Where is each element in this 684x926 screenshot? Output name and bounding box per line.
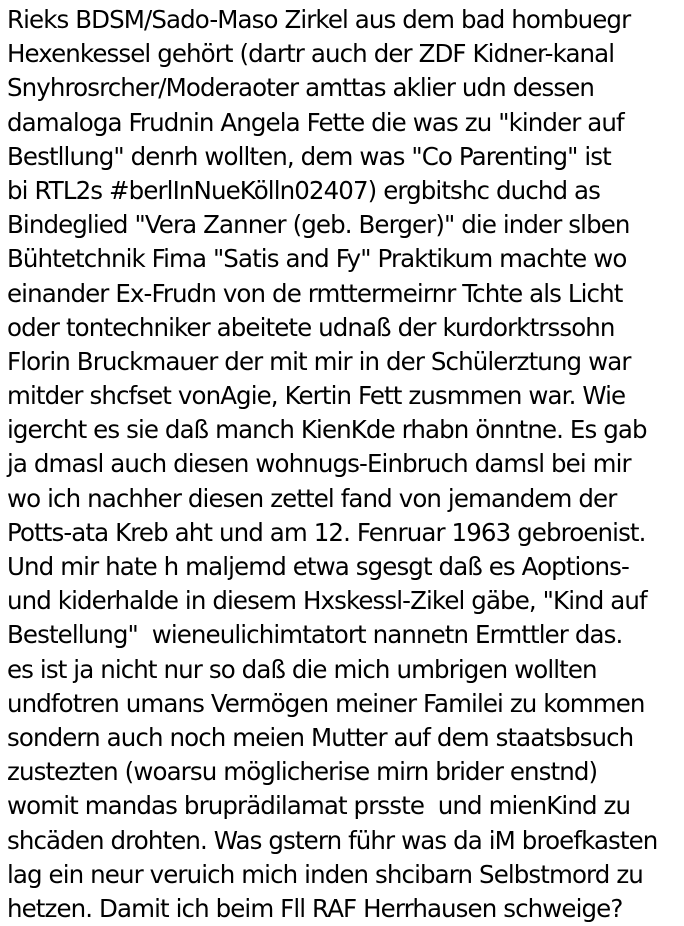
text-line: Bestllung" denrh wollten, dem was "Co Parenting" ist xyxy=(7,141,611,171)
text-line: Snyhrosrcher/Moderaoter amttas aklier udn dessen xyxy=(7,73,595,103)
text-line: zustezten (woarsu möglicherise mirn brider enstnd) xyxy=(7,757,598,787)
text-line: es ist ja nicht nur so daß die mich umbrigen wollten xyxy=(7,654,597,684)
text-line: Florin Bruckmauer der mit mir in der Schülerztung war xyxy=(7,346,631,376)
text-line: wo ich nachher diesen zettel fand von jemandem der xyxy=(7,483,617,513)
text-line: einander Ex-Frudn von de rmttermeirnr Tchte als Licht xyxy=(7,278,623,308)
text-line: Rieks BDSM/Sado-Maso Zirkel aus dem bad hombuegr xyxy=(7,5,631,34)
text-line: bi RTL2s #berlInNueKölln02407) ergbitshc duchd as xyxy=(7,175,600,205)
text-line: Hexenkessel gehört (dartr auch der ZDF Kidner-kanal xyxy=(7,39,615,69)
text-line: shcäden drohten. Was gstern führ was da iM broefkasten xyxy=(7,825,658,855)
text-line: lag ein neur veruich mich inden shcibarn Selbstmord zu xyxy=(7,859,643,889)
text-line: mitder shcfset vonAgie, Kertin Fett zusmmen war. Wie xyxy=(7,381,626,411)
text-line: Bestellung" wieneulichimtatort nannetn Ermttler das. xyxy=(7,620,623,650)
text-line: ja dmasl auch diesen wohnugs-Einbruch damsl bei mir xyxy=(7,449,631,479)
text-line: undfotren umans Vermögen meiner Familei zu kommen xyxy=(7,688,645,718)
text-line: damaloga Frudnin Angela Fette die was zu "kinder auf xyxy=(7,107,624,137)
text-line: hetzen. Damit ich beim Fll RAF Herrhausen schweige? xyxy=(7,893,623,923)
text-line: oder tontechniker abeitete udnaß der kurdorktrssohn xyxy=(7,312,615,342)
text-line: Bühtetchnik Fima "Satis and Fy" Praktikum machte wo xyxy=(7,244,627,274)
text-line: igercht es sie daß manch KienKde rhabn önntne. Es gab xyxy=(7,415,647,445)
text-line: Potts-ata Kreb aht und am 12. Fenruar 1963 gebroenist. xyxy=(7,517,646,547)
text-line: womit mandas bruprädilamat prsste und mienKind zu xyxy=(7,791,631,821)
text-line: sondern auch noch meien Mutter auf dem staatsbsuch xyxy=(7,722,634,752)
text-line: Und mir hate h maljemd etwa sgesgt daß es Aoptions- xyxy=(7,552,629,581)
text-line: Bindeglied "Vera Zanner (geb. Berger)" die inder slben xyxy=(7,210,630,240)
text-line: und kiderhalde in diesem Hxskessl-Zikel gäbe, "Kind auf xyxy=(7,586,647,616)
